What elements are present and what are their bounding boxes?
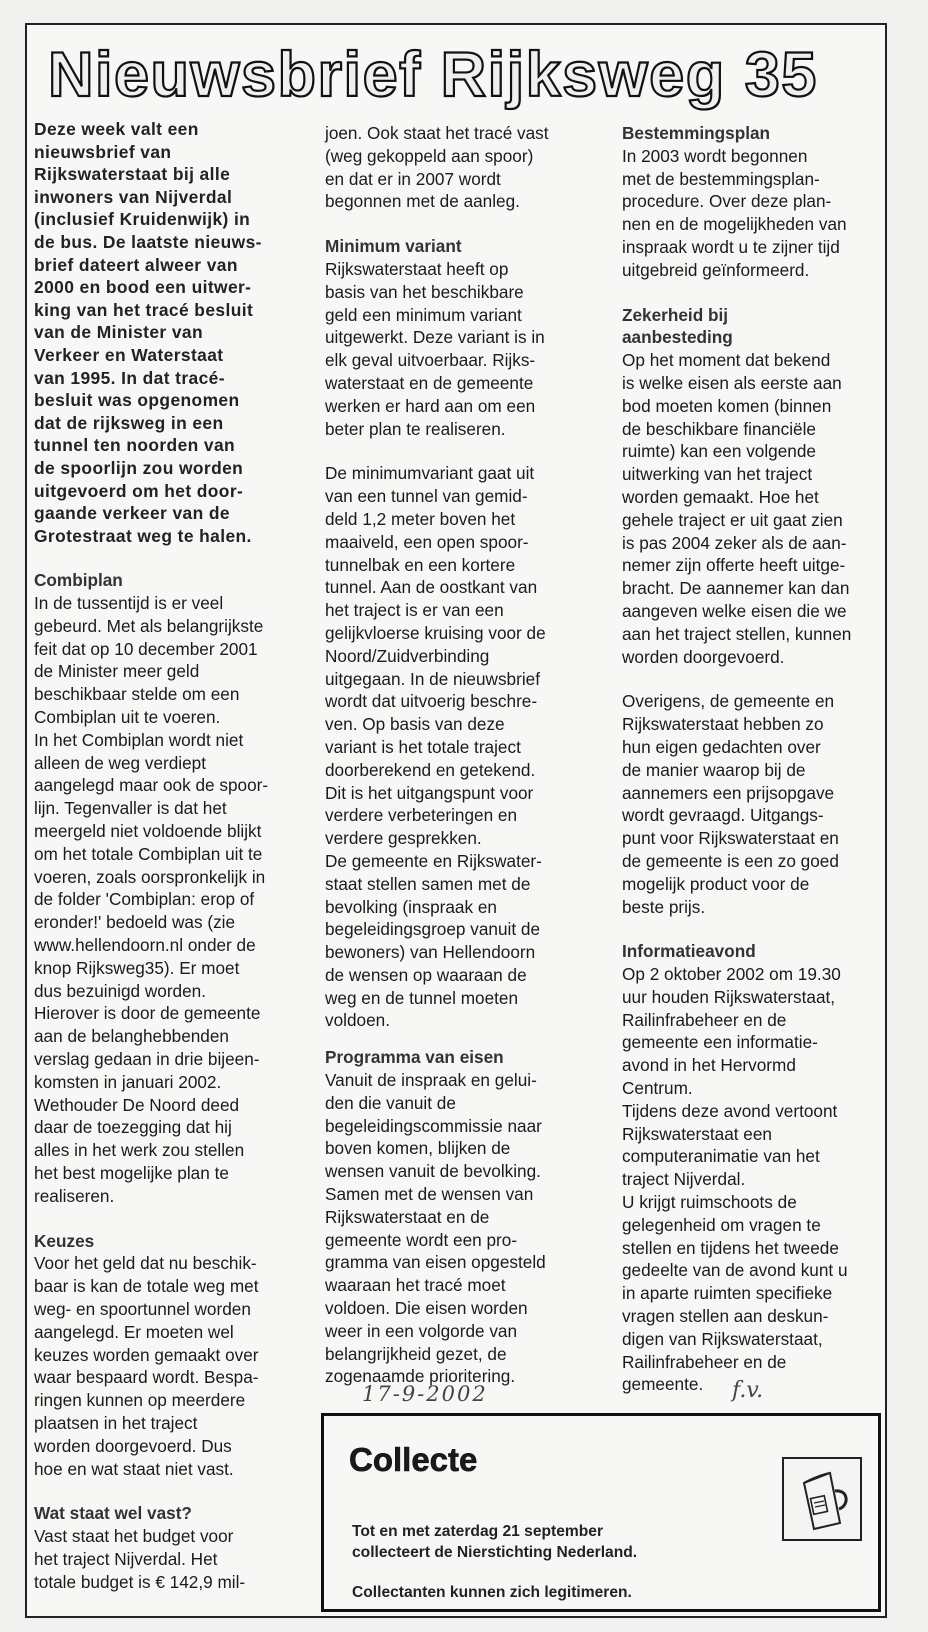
text-line: lijn. Tegenvaller is dat het <box>34 798 227 819</box>
text-line: beschikbaar stelde om een <box>34 684 240 705</box>
text-line: De gemeente en Rijkswater- <box>325 850 542 871</box>
vast-continued <box>325 122 600 213</box>
text-line: worden gemaakt. Hoe het <box>622 486 819 507</box>
text-line: aannemers een prijsopgave <box>622 782 835 803</box>
text-line: begeleidingscommissie naar <box>325 1115 542 1136</box>
text-line: Op het moment dat bekend <box>622 350 831 371</box>
text-line: wordt dat uitvoerig beschre- <box>325 691 538 712</box>
zekerheid-text <box>622 349 884 668</box>
text-line: begeleidingsgroep vanuit de <box>325 919 541 940</box>
text-line: aangeven welke eisen die we <box>622 600 847 621</box>
text-line: In de tussentijd is er veel <box>34 593 224 614</box>
text-line: Vanuit de inspraak en gelui- <box>325 1070 537 1091</box>
text-line: waaraan het tracé moet <box>325 1275 506 1296</box>
text-line: procedure. Over deze plan- <box>622 191 832 212</box>
text-line: Rijkswaterstaat een <box>622 1123 772 1144</box>
text-line: plaatsen in het traject <box>34 1412 198 1433</box>
page-title: Nieuwsbrief Rijksweg 35 <box>48 40 818 110</box>
text-line: In 2003 wordt begonnen <box>622 145 808 166</box>
text-line: Vast staat het budget voor <box>34 1526 234 1547</box>
text-line: de bus. De laatste nieuws- <box>34 231 262 252</box>
text-line: eronder!' bedoeld was (zie <box>34 912 236 933</box>
bestemmingsplan-heading: Bestemmingsplan <box>622 123 771 143</box>
text-line: beste prijs. <box>622 896 706 917</box>
text-line: maaiveld, een open spoor- <box>325 531 529 552</box>
text-line: realiseren. <box>34 1185 115 1206</box>
informatieavond-text <box>622 963 884 1396</box>
intro <box>34 118 296 547</box>
text-line: de Minister meer geld <box>34 661 200 682</box>
text-line: bewoners) van Hellendoorn <box>325 942 536 963</box>
text-line: tunnelbak en een kortere <box>325 554 516 575</box>
text-line: Overigens, de gemeente en <box>622 691 835 712</box>
text-line: verslag gedaan in drie bijeen- <box>34 1049 260 1070</box>
text-line: Wethouder De Noord deed <box>34 1094 240 1115</box>
text-line: ringen kunnen op meerdere <box>34 1390 246 1411</box>
text-line: gemeente wordt een pro- <box>325 1229 518 1250</box>
text-line: aan de belanghebbenden <box>34 1026 229 1047</box>
text-line: Noord/Zuidverbinding <box>325 645 490 666</box>
text-line: voeren, zoals oorspronkelijk in <box>34 866 266 887</box>
text-line: daar de toezegging dat hij <box>34 1117 232 1138</box>
collection-box-icon <box>782 1457 862 1541</box>
text-line: Combiplan uit te voeren. <box>34 707 221 728</box>
text-line: hun eigen gedachten over <box>622 736 821 757</box>
text-line: waterstaat en de gemeente <box>325 372 534 393</box>
text-line: dus bezuinigd worden. <box>34 980 206 1001</box>
text-line: de beschikbare financiële <box>622 418 816 439</box>
text-line: tunnel ten noorden van <box>34 435 236 456</box>
text-line: variant is het totale traject <box>325 736 521 757</box>
text-line: uitgewerkt. Deze variant is in <box>325 327 545 348</box>
text-line: Rijkswaterstaat en de <box>325 1206 490 1227</box>
text-line: computeranimatie van het <box>622 1146 820 1167</box>
text-line: begonnen met de aanleg. <box>325 191 520 212</box>
programma-text <box>325 1069 600 1388</box>
text-line: king van het tracé besluit <box>34 299 254 320</box>
text-line: Dit is het uitgangspunt voor <box>325 782 534 803</box>
keuzes-text <box>34 1252 296 1480</box>
collecte-title: Collecte <box>349 1441 478 1478</box>
text-line: de manier waarop bij de <box>622 759 806 780</box>
zekerheid-text-2 <box>622 690 884 918</box>
bestemmingsplan-text <box>622 145 884 282</box>
text-line: gaande verkeer van de <box>34 503 230 524</box>
text-line: belangrijkheid gezet, de <box>325 1343 507 1364</box>
text-line: Rijkswaterstaat heeft op <box>325 258 509 279</box>
text-line: digen van Rijkswaterstaat, <box>622 1328 823 1349</box>
text-line: traject Nijverdal. <box>622 1169 746 1190</box>
text-line: Voor het geld dat nu beschik- <box>34 1253 257 1274</box>
text-line: (inclusief Kruidenwijk) in <box>34 209 251 230</box>
text-line: bod moeten komen (binnen <box>622 395 832 416</box>
text-line: de spoorlijn zou worden <box>34 457 244 478</box>
text-line: aangelegd. Er moeten wel <box>34 1321 234 1342</box>
text-line: Tijdens deze avond vertoont <box>622 1100 838 1121</box>
text-line: bevolking (inspraak en <box>325 896 497 917</box>
text-line: gedeelte van de avond kunt u <box>622 1260 848 1281</box>
text-line: knop Rijksweg35). Er moet <box>34 957 240 978</box>
programma-heading: Programma van eisen <box>325 1047 504 1068</box>
text-line: van een tunnel van gemid- <box>325 486 528 507</box>
text-line: gelijkvloerse kruising voor de <box>325 622 546 643</box>
text-line: gebeurd. Met als belangrijkste <box>34 615 264 636</box>
text-line: komsten in januari 2002. <box>34 1071 222 1092</box>
text-line: in aparte ruimten specifieke <box>622 1283 833 1304</box>
text-line: doorberekend en getekend. <box>325 759 536 780</box>
text-line: uitwerking van het traject <box>622 464 813 485</box>
text-line: dat de rijksweg in een <box>34 412 224 433</box>
text-line: Railinfrabeheer en de <box>622 1009 787 1030</box>
text-line: boven komen, blijken de <box>325 1138 511 1159</box>
minimum-text <box>325 258 600 440</box>
text-line: In het Combiplan wordt niet <box>34 729 244 750</box>
keuzes-heading: Keuzes <box>34 1230 95 1251</box>
text-line: Samen met de wensen van <box>325 1184 534 1205</box>
vast-heading: Wat staat wel vast? <box>34 1503 192 1524</box>
text-line: Deze week valt een <box>34 119 199 139</box>
text-line: De minimumvariant gaat uit <box>325 463 535 484</box>
text-line: met de bestemmingsplan- <box>622 168 820 189</box>
text-line: waar bespaard wordt. Bespa- <box>34 1367 259 1388</box>
text-line: bracht. De aannemer kan dan <box>622 578 850 599</box>
combiplan-heading: Combiplan <box>34 570 123 591</box>
collecte-line-3: Collectanten kunnen zich legitimeren. <box>352 1584 632 1601</box>
text-line: meergeld niet voldoende blijkt <box>34 821 262 842</box>
minimum-heading: Minimum variant <box>325 236 462 257</box>
text-line: hoe en wat staat niet vast. <box>34 1458 234 1479</box>
text-line: van 1995. In dat tracé- <box>34 367 225 388</box>
text-line: weer in een volgorde van <box>325 1320 518 1341</box>
text-line: 2000 en bood een uitwer- <box>34 277 252 298</box>
text-line: Grotestraat weg te halen. <box>34 525 252 546</box>
text-line: aangelegd maar ook de spoor- <box>34 775 269 796</box>
text-line: de gemeente is een zo goed <box>622 850 839 871</box>
text-line: het best mogelijke plan te <box>34 1163 229 1183</box>
zekerheid-heading-2: aanbesteding <box>622 327 733 348</box>
text-line: stellen en tijdens het tweede <box>622 1237 839 1258</box>
zekerheid-heading-1: Zekerheid bij <box>622 304 729 325</box>
text-line: wensen vanuit de bevolking. <box>325 1161 541 1182</box>
text-line: (weg gekoppeld aan spoor) <box>325 145 534 166</box>
text-line: wordt gevraagd. Uitgangs- <box>622 805 824 826</box>
handwritten-date: 17-9-2002 <box>362 1382 488 1406</box>
text-line: avond in het Hervormd <box>622 1055 796 1076</box>
text-line: voldoen. <box>325 1010 390 1031</box>
text-line: uur houden Rijkswaterstaat, <box>622 986 836 1007</box>
text-line: en dat er in 2007 wordt <box>325 168 501 189</box>
text-line: is pas 2004 zeker als de aan- <box>622 532 847 553</box>
text-line: Rijkswaterstaat bij alle <box>34 164 231 185</box>
text-line: tunnel. Aan de oostkant van <box>325 577 538 598</box>
text-line: beter plan te realiseren. <box>325 418 506 439</box>
minimum-text-2 <box>325 462 600 1032</box>
text-line: uitgevoerd om het door- <box>34 480 244 501</box>
text-line: uitgebreid geïnformeerd. <box>622 259 810 280</box>
text-line: verdere gesprekken. <box>325 828 482 849</box>
text-line: alleen de weg verdiept <box>34 752 206 773</box>
column-2 <box>325 122 600 1388</box>
column-3 <box>622 122 884 1396</box>
text-line: verdere verbeteringen en <box>325 805 518 826</box>
text-line: joen. Ook staat het tracé vast <box>325 123 549 143</box>
text-line: de wensen op waaraan de <box>325 964 527 985</box>
text-line: feit dat op 10 december 2001 <box>34 638 258 659</box>
text-line: den die vanuit de <box>325 1092 456 1113</box>
text-line: gemeente een informatie- <box>622 1032 818 1053</box>
text-line: uitgegaan. In de nieuwsbrief <box>325 668 540 689</box>
vast-text <box>34 1525 296 1593</box>
text-line: weg en de tunnel moeten <box>325 987 519 1008</box>
text-line: baar is kan de totale weg met <box>34 1276 259 1297</box>
informatieavond-heading: Informatieavond <box>622 941 756 962</box>
text-line: voldoen. Die eisen worden <box>325 1298 528 1319</box>
text-line: punt voor Rijkswaterstaat en <box>622 828 839 849</box>
text-line: aan het traject stellen, kunnen <box>622 623 852 644</box>
text-line: basis van het beschikbare <box>325 281 524 302</box>
text-line: mogelijk product voor de <box>622 873 810 894</box>
text-line: nemer zijn offerte heeft uitge- <box>622 555 846 576</box>
text-line: gelegenheid om vragen te <box>622 1214 821 1235</box>
text-line: elk geval uitvoerbaar. Rijks- <box>325 350 536 371</box>
text-line: alles in het werk zou stellen <box>34 1140 245 1161</box>
text-line: de folder 'Combiplan: erop of <box>34 889 255 910</box>
text-line: Op 2 oktober 2002 om 19.30 <box>622 964 841 985</box>
text-line: om het totale Combiplan uit te <box>34 843 263 864</box>
text-line: worden doorgevoerd. <box>622 646 785 667</box>
text-line: deld 1,2 meter boven het <box>325 508 516 529</box>
text-line: gemeente. <box>622 1374 704 1395</box>
text-line: U krijgt ruimschoots de <box>622 1192 797 1213</box>
text-line: van de Minister van <box>34 322 203 343</box>
collecte-line-1: Tot en met zaterdag 21 september <box>352 1523 604 1540</box>
text-line: Centrum. <box>622 1078 693 1099</box>
text-line: nen en de mogelijkheden van <box>622 214 847 235</box>
text-line: ruimte) kan een volgende <box>622 441 816 462</box>
text-line: weg- en spoortunnel worden <box>34 1298 251 1319</box>
text-line: inwoners van Nijverdal <box>34 186 233 207</box>
text-line: nieuwsbrief van <box>34 141 172 162</box>
text-line: gehele traject er uit gaat zien <box>622 509 843 530</box>
text-line: Hierover is door de gemeente <box>34 1003 261 1024</box>
text-line: inspraak wordt u te zijner tijd <box>622 236 840 257</box>
column-1 <box>34 118 296 1594</box>
text-line: brief dateert alweer van <box>34 254 238 275</box>
text-line: het traject is er van een <box>325 600 504 621</box>
text-line: vragen stellen aan deskun- <box>622 1306 829 1327</box>
text-line: Rijkswaterstaat hebben zo <box>622 714 824 735</box>
text-line: ven. Op basis van deze <box>325 714 505 735</box>
text-line: het traject Nijverdal. Het <box>34 1548 218 1569</box>
text-line: is welke eisen als eerste aan <box>622 372 842 393</box>
combiplan-text <box>34 592 296 1208</box>
text-line: keuzes worden gemaakt over <box>34 1344 259 1365</box>
text-line: worden doorgevoerd. Dus <box>34 1435 232 1456</box>
collecte-line-2: collecteert de Nierstichting Nederland. <box>352 1544 638 1561</box>
text-line: zogenaamde prioritering. <box>325 1366 516 1387</box>
text-line: Verkeer en Waterstaat <box>34 344 224 365</box>
text-line: gramma van eisen opgesteld <box>325 1252 546 1273</box>
text-line: Railinfrabeheer en de <box>622 1351 787 1372</box>
text-line: werken er hard aan om een <box>325 395 536 416</box>
handwritten-initials: f.v. <box>732 1378 764 1403</box>
text-line: totale budget is € 142,9 mil- <box>34 1571 246 1592</box>
text-line: www.hellendoorn.nl onder de <box>34 935 256 956</box>
text-line: geld een minimum variant <box>325 304 522 325</box>
text-line: staat stellen samen met de <box>325 873 531 894</box>
text-line: besluit was opgenomen <box>34 390 240 411</box>
